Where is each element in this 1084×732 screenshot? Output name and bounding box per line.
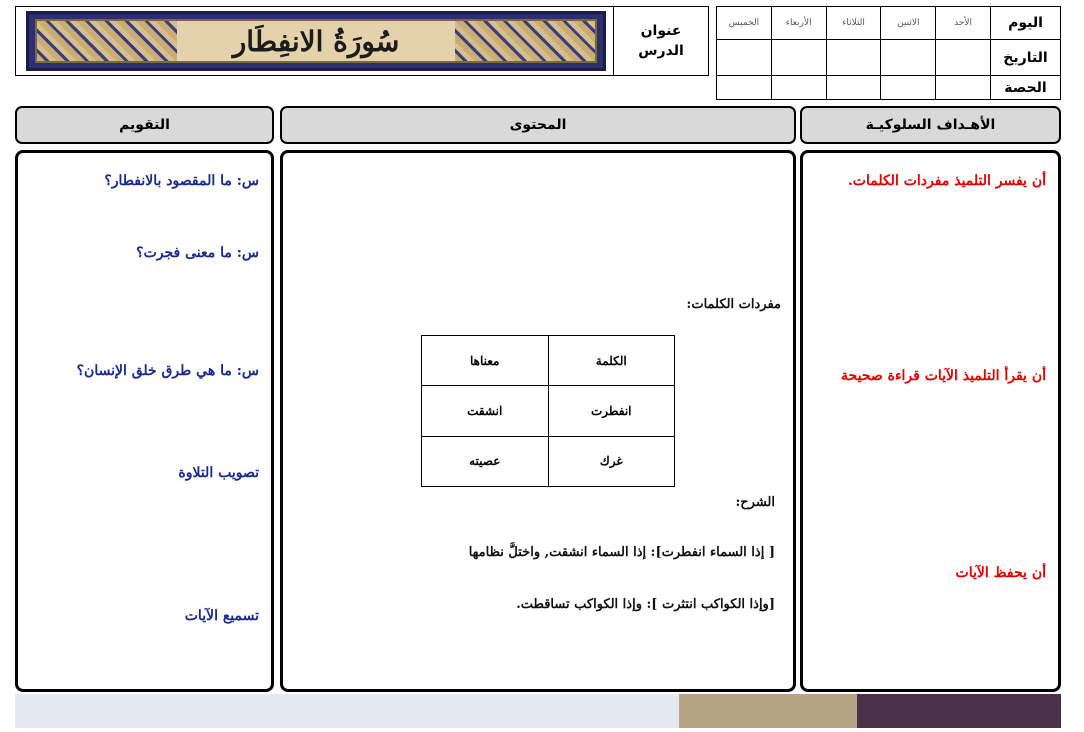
goal-item: أن يقرأ التلميذ الآيات قراءة صحيحة [841, 368, 1046, 384]
vocab-meaning: عصيته [422, 436, 549, 486]
day-sunday: الأحد [936, 7, 991, 40]
date-cell [826, 40, 881, 76]
vocab-word: انفطرت [548, 386, 675, 436]
evaluation-item: تسميع الآيات [184, 608, 259, 624]
vocab-heading: مفردات الكلمات: [686, 297, 781, 312]
footer-segment [679, 694, 857, 728]
goals-panel [800, 150, 1061, 692]
footer-segment [857, 694, 1061, 728]
goal-item: أن يفسر التلميذ مفردات الكلمات. [847, 173, 1046, 189]
vocab-table [421, 335, 675, 487]
period-cell [826, 76, 881, 100]
explanation-line: [ إذا السماء انفطرت]: إذا السماء انشقت, واختلَّ نظامها [468, 545, 775, 560]
date-cell [936, 40, 991, 76]
period-cell [771, 76, 826, 100]
evaluation-item: س: ما المقصود بالانفطار؟ [104, 173, 259, 189]
explanation-heading: الشرح: [735, 495, 775, 510]
evaluation-header: التقويم [15, 106, 274, 144]
content-header: المحتوى [280, 106, 796, 144]
schedule-table [716, 6, 1061, 100]
evaluation-panel [15, 150, 274, 692]
ornament-left [37, 21, 177, 61]
goal-item: أن يحفظ الآيات [955, 565, 1046, 581]
period-cell [717, 76, 772, 100]
period-cell [881, 76, 936, 100]
evaluation-item: س: ما معنى فجرت؟ [136, 245, 259, 261]
vocab-header-meaning: معناها [422, 336, 549, 386]
day-thursday: الخميس [717, 7, 772, 40]
period-label: الحصة [991, 76, 1061, 100]
vocab-meaning: انشقت [422, 386, 549, 436]
date-cell [881, 40, 936, 76]
lesson-title-block [15, 6, 709, 76]
footer-segment [15, 694, 679, 728]
surah-name: سُورَةُ الانفِطَار [232, 24, 400, 58]
explanation-line: [وإذا الكواكب انتثرت ]: وإذا الكواكب تساقطت. [516, 597, 775, 612]
period-cell [936, 76, 991, 100]
goals-header: الأهـداف السلوكيـة [800, 106, 1061, 144]
day-monday: الاثنين [881, 7, 936, 40]
date-cell [771, 40, 826, 76]
evaluation-item: س: ما هي طرق خلق الإنسان؟ [76, 363, 259, 379]
date-cell [717, 40, 772, 76]
lesson-title-label-line2: الدرس [638, 43, 684, 59]
footer-strip [15, 694, 1061, 728]
lesson-title-label-line1: عنوان [640, 23, 682, 39]
day-wednesday: الأربعاء [771, 7, 826, 40]
lesson-title-label [613, 7, 708, 75]
content-panel [280, 150, 796, 692]
vocab-word: غرك [548, 436, 675, 486]
evaluation-item: تصويب التلاوة [178, 465, 259, 481]
ornament-right [455, 21, 595, 61]
date-label: التاريخ [991, 40, 1061, 76]
vocab-header-word: الكلمة [548, 336, 675, 386]
day-tuesday: الثلاثاء [826, 7, 881, 40]
surah-banner [26, 11, 606, 71]
day-label: اليوم [991, 7, 1061, 40]
